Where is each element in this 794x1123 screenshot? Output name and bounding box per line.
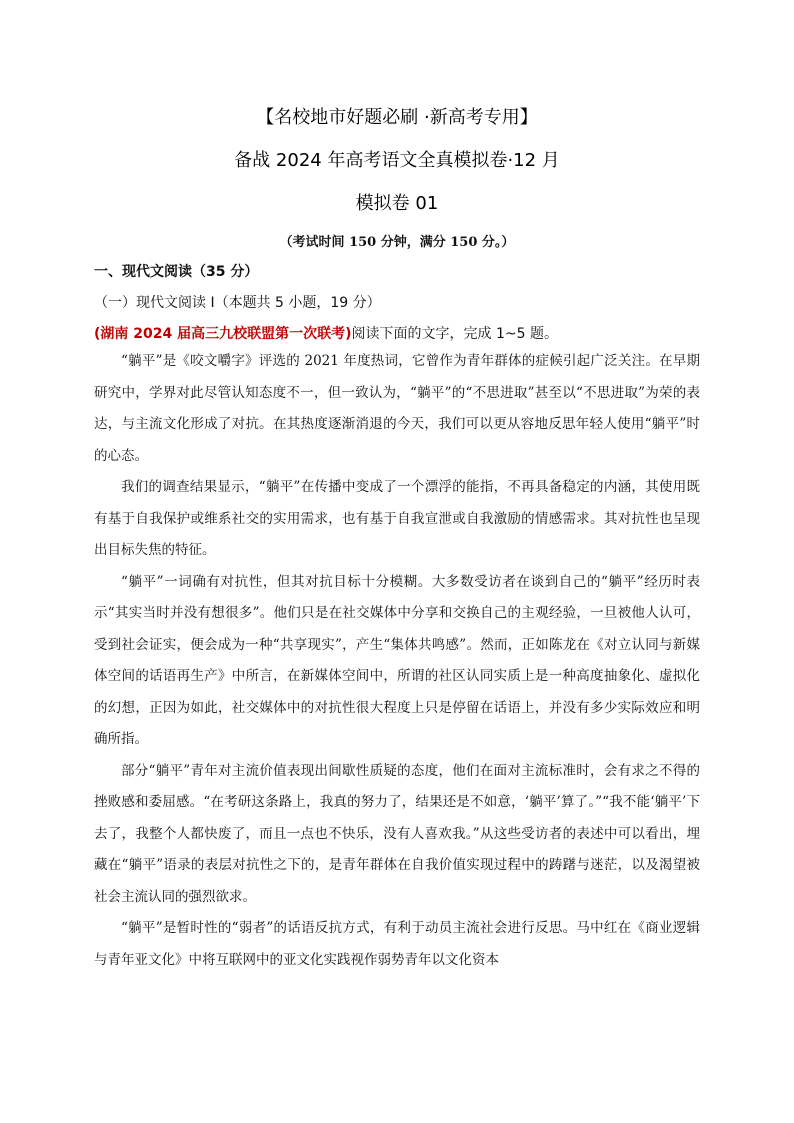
paragraph: 我们的调查结果显示，“躺平”在传播中变成了一个漂浮的能指，不再具备稳定的内涵，其使用既有基于自我保护或维系社交的实用需求，也有基于自我宣泄或自我激励的情感需求。其对抗性也呈现出目标失焦的特征。 xyxy=(94,479,700,558)
exam-title: 备战 2024 年高考语文全真模拟卷·12 月 xyxy=(234,150,560,171)
series-title: 【名校地市好题必刷 ·新高考专用】 xyxy=(256,107,538,128)
paper-number-title: 模拟卷 01 xyxy=(355,193,439,214)
paragraph: “躺平”是暂时性的“弱者”的话语反抗方式，有利于动员主流社会进行反思。马中红在《商业逻辑与青年亚文化》中将互联网中的亚文化实践视作弱势青年以文化资本 xyxy=(94,920,700,968)
paragraph: “躺平”一词确有对抗性，但其对抗目标十分模糊。大多数受访者在谈到自己的“躺平”经历时表示“其实当时并没有想很多”。他们只是在社交媒体中分享和交换自己的主观经验，一旦被他人认可，受到社会证实，便会成为一种“共享现实”，产生“集体共鸣感”。然而，正如陈龙在《对立认同与新媒体空间的话语再生产》中所言，在新媒体空间中，所谓的社区认同实质上是一种高度抽象化、虚拟化的幻想，正因为如此，社交媒体中的对抗性很大程度上只是停留在话语上，并没有多少实际效应和明确所指。 xyxy=(94,573,700,747)
subsection-heading: （一）现代文阅读 I（本题共 5 小题，19 分） xyxy=(94,295,381,311)
paragraph: “躺平”是《咬文嚼字》评选的 2021 年度热词，它曾作为青年群体的症候引起广泛关注。在早期研究中，学界对此尽管认知态度不一，但一致认为，“躺平”的“不思进取”甚至以“不思进取”为荣的表达，与主流文化形成了对抗。在其热度逐渐消退的今天，我们可以更从容地反思年轻人使用“躺平”时的心态。 xyxy=(94,353,700,464)
reading-instruction xyxy=(94,323,558,343)
paragraph: 部分“躺平”青年对主流价值表现出间歇性质疑的态度，他们在面对主流标准时，会有求之不得的挫败感和委屈感。“在考研这条路上，我真的努力了，结果还是不如意，‘躺平’算了。”“我不能‘躺平’下去了，我整个人都快废了，而且一点也不快乐，没有人喜欢我。”从这些受访者的表述中可以看出，埋藏在“躺平”语录的表层对抗性之下的，是青年群体在自我价值实现过程中的踌躇与迷茫，以及渴望被社会主流认同的强烈欲求。 xyxy=(94,762,700,905)
section-heading: 一、现代文阅读（35 分） xyxy=(94,264,259,280)
instruction-text: 阅读下面的文字，完成 1~5 题。 xyxy=(351,326,558,342)
exam-info: （考试时间 150 分钟，满分 150 分。） xyxy=(279,235,515,250)
passage xyxy=(94,346,700,976)
question-source: (湖南 2024 届高三九校联盟第一次联考) xyxy=(94,326,352,342)
